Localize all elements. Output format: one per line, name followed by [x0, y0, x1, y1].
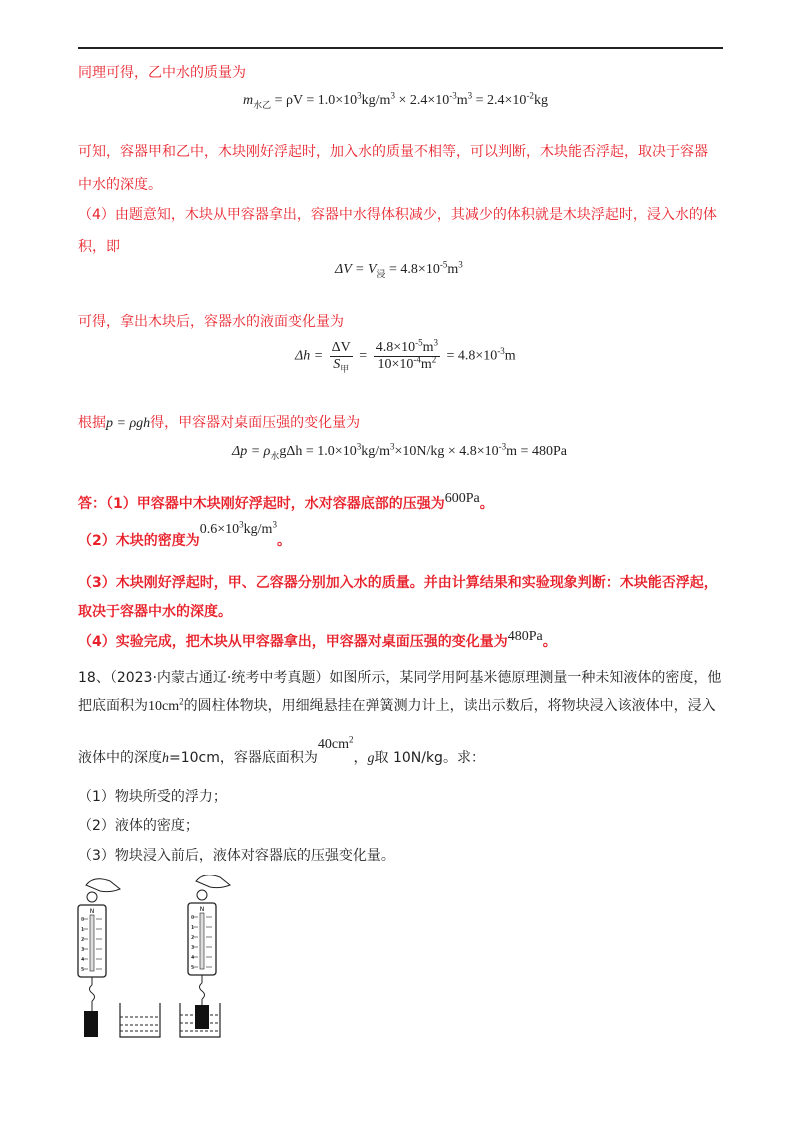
spring-scale-right	[188, 875, 230, 1005]
scale-label: 0	[191, 915, 195, 921]
scale-label: 4	[81, 957, 85, 963]
paragraph-part4-cont: 积，即	[78, 239, 120, 255]
scale-label: 5	[191, 965, 195, 971]
scale-label: 2	[81, 937, 85, 943]
question-18-line3: 液体中的深度h=10cm，容器底面积为$40cm^2$，g取 10N/kg。求：	[78, 734, 485, 766]
equation-height: Δh = $\frac{\Delta V}{S_甲}$ = $\frac{4.8\times 10^{-5}m^3}{10\times 10^{-4}m^2}$ = $4.8\times 10^{-3}m$	[295, 337, 516, 374]
answer-3: （3）木块刚好浮起时，甲、乙容器分别加入水的质量。并由计算结果和实验现象判断：木块能否浮起，	[78, 575, 718, 591]
scale-label: 5	[81, 967, 85, 973]
paragraph-height-change: 可得，拿出木块后，容器水的液面变化量为	[78, 314, 344, 330]
equation-volume: $\Delta V = V_浸 = 4.8\times 10^{-5}m^3$	[335, 259, 463, 279]
paragraph-mass-yi: 同理可得，乙中水的质量为	[78, 65, 246, 81]
paragraph-conclusion-cont: 中水的深度。	[78, 177, 162, 193]
equation-pressure-change: $\Delta p = \rho_水g\Delta h = 1.0\times 10^3kg/m^3\times 10N/kg \times 4.8\times 10^{-3}m = 480Pa$	[232, 441, 567, 461]
svg-text:N: N	[89, 908, 95, 915]
experiment-figure	[70, 875, 250, 1045]
question-18-line1: 18、（2023·内蒙古通辽·统考中考真题）如图所示，某同学用阿基米德原理测量一种未知液体的密度，他	[78, 670, 722, 686]
question-18-line2: 把底面积为$10cm^2$的圆柱体物块，用细绳悬挂在弹簧测力计上，读出示数后，将物块浸入该液体中，浸入	[78, 696, 716, 714]
scale-label: 3	[81, 947, 85, 953]
question-18-sub1: （1）物块所受的浮力；	[78, 789, 227, 805]
formula-pressure: p = ρgh	[106, 416, 151, 431]
scale-label: 2	[191, 935, 195, 941]
scale-label: 1	[191, 925, 195, 931]
paragraph-pressure-change: 根据p = ρgh得，甲容器对桌面压强的变化量为	[78, 415, 361, 431]
answer-4: （4）实验完成，把木块从甲容器拿出，甲容器对桌面压强的变化量为480Pa。	[78, 629, 557, 650]
scale-label: 4	[191, 955, 195, 961]
paragraph-part4: （4）由题意知，木块从甲容器拿出，容器中水得体积减少，其减少的体积就是木块浮起时，浸入水的体	[78, 207, 717, 223]
question-18-sub2: （2）液体的密度；	[78, 818, 199, 834]
equation-mass: $m_{水乙} = \rho V = 1.0\times 10^3kg/m^3 \times 2.4\times 10^{-3}m^3 = 2.4\times 10^{-2}kg$	[243, 90, 548, 110]
spring-scale-left	[78, 879, 120, 1037]
answer-1: 答：（1）甲容器中木块刚好浮起时，水对容器底部的压强为600Pa。	[78, 491, 494, 512]
scale-label: 0	[81, 917, 85, 923]
question-18-sub3: （3）物块浸入前后，液体对容器底的压强变化量。	[78, 848, 395, 864]
container-empty	[120, 1003, 160, 1037]
svg-text:N: N	[199, 906, 205, 913]
scale-label: 3	[191, 945, 195, 951]
scale-label: 1	[81, 927, 85, 933]
answer-2: （2）木块的密度为$0.6\times 10^3kg/m^3$。	[78, 519, 291, 549]
container-with-block	[180, 1003, 220, 1037]
paragraph-conclusion: 可知，容器甲和乙中，木块刚好浮起时，加入水的质量不相等，可以判断，木块能否浮起，取决于容器	[78, 144, 708, 160]
header-rule	[78, 47, 723, 49]
answer-3-cont: 取决于容器中水的深度。	[78, 604, 232, 620]
